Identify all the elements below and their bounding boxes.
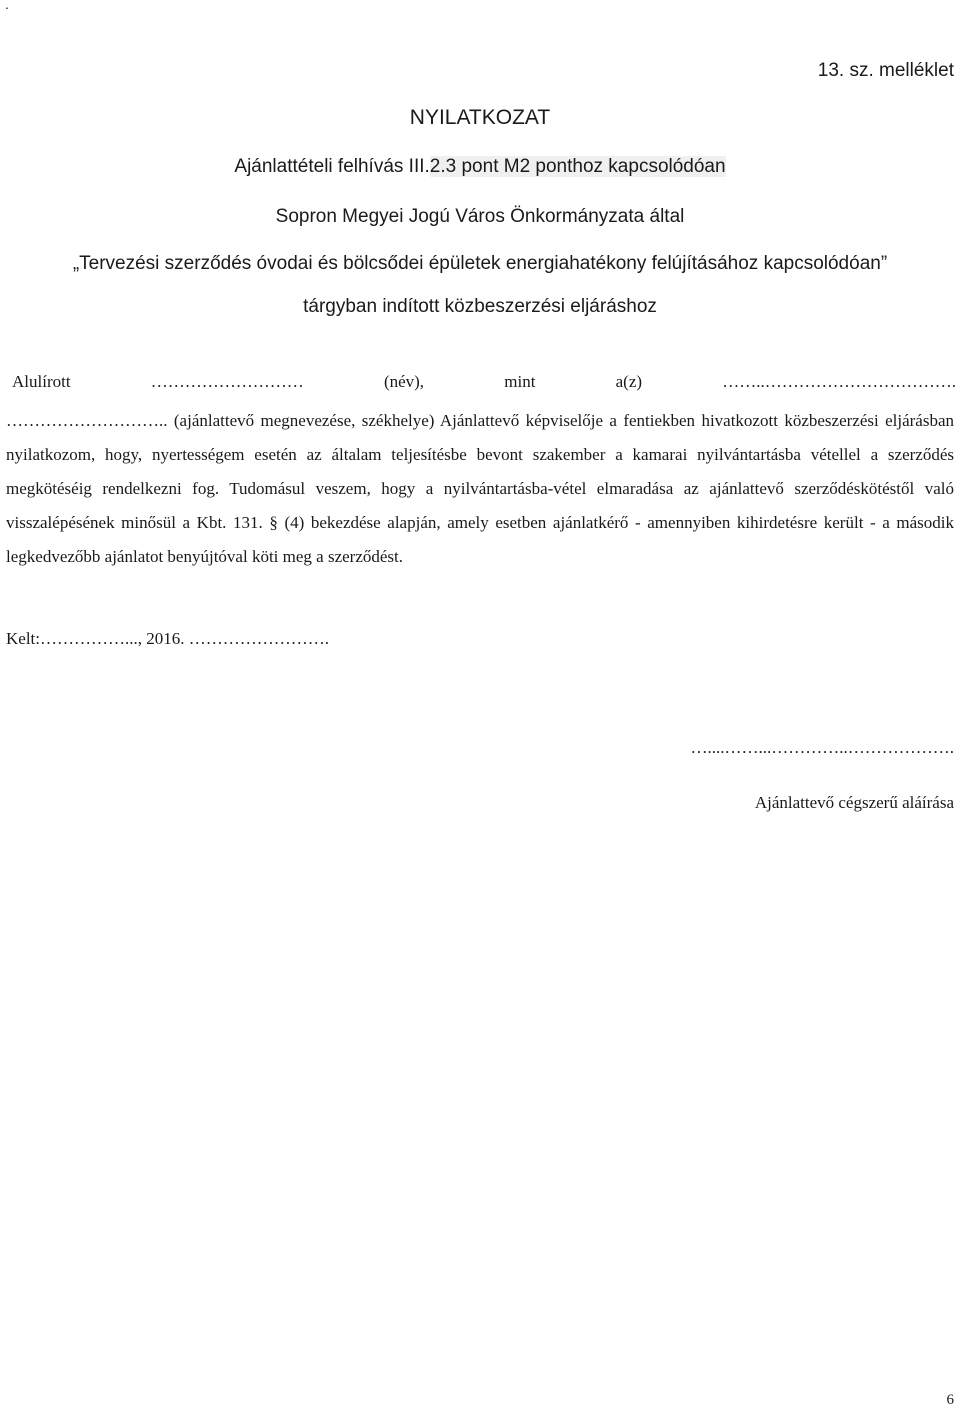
name-line — [12, 372, 956, 392]
date-line: Kelt:……………..., 2016. ……………………. — [6, 629, 329, 648]
name-line-word: mint — [504, 372, 536, 391]
subject-line: „Tervezési szerződés óvodai és bölcsődei épületek energiahatékony felújításához kapcsolódóan” — [72, 253, 888, 274]
name-line-word: a(z) — [615, 372, 643, 391]
reference-line — [0, 156, 960, 178]
procedure-line: tárgyban indított közbeszerzési eljáráshoz — [303, 296, 657, 317]
name-line-word: (név), — [383, 372, 425, 391]
authority-line: Sopron Megyei Jogú Város Önkormányzata által — [275, 206, 685, 227]
document-title: NYILATKOZAT — [409, 106, 551, 129]
reference-prefix: Ajánlattételi felhívás III. — [234, 156, 430, 177]
annex-label: 13. sz. melléklet — [817, 60, 954, 81]
reference-highlight: 2.3 pont M2 ponthoz kapcsolódóan — [429, 156, 726, 177]
bidder-blank: ……..……………………………. — [722, 372, 956, 391]
page-number: 6 — [946, 1392, 954, 1408]
name-blank: ……………………… — [150, 372, 304, 391]
signature-line: …....……...…………..………………. — [690, 738, 954, 757]
name-line-word: Alulírott — [12, 372, 71, 391]
top-mark: . — [5, 0, 9, 12]
signature-label: Ajánlattevő cégszerű aláírása — [754, 793, 954, 812]
declaration-body: ……………………….. (ajánlattevő megnevezése, székhelye) Ajánlattevő képviselője a fentiekben hivatkozott közbeszerzési eljárásban nyilatkozom, hogy, nyertességem esetén az általam teljesítésbe bevont szakember a kamarai nyilvántartásba vétellel a szerződés megkötéséig rendelkezni fog. Tudomásul veszem, hogy a nyilvántartásba-vétel elmaradása az ajánlattevő szerződéskötéstől való visszalépésének minősül a Kbt. 131. § (4) bekezdése alapján, amely esetben ajánlatkérő - amennyiben kihirdetésre került - a második legkedvezőbb ajánlatot benyújtóval köti meg a szerződést. — [6, 411, 954, 566]
